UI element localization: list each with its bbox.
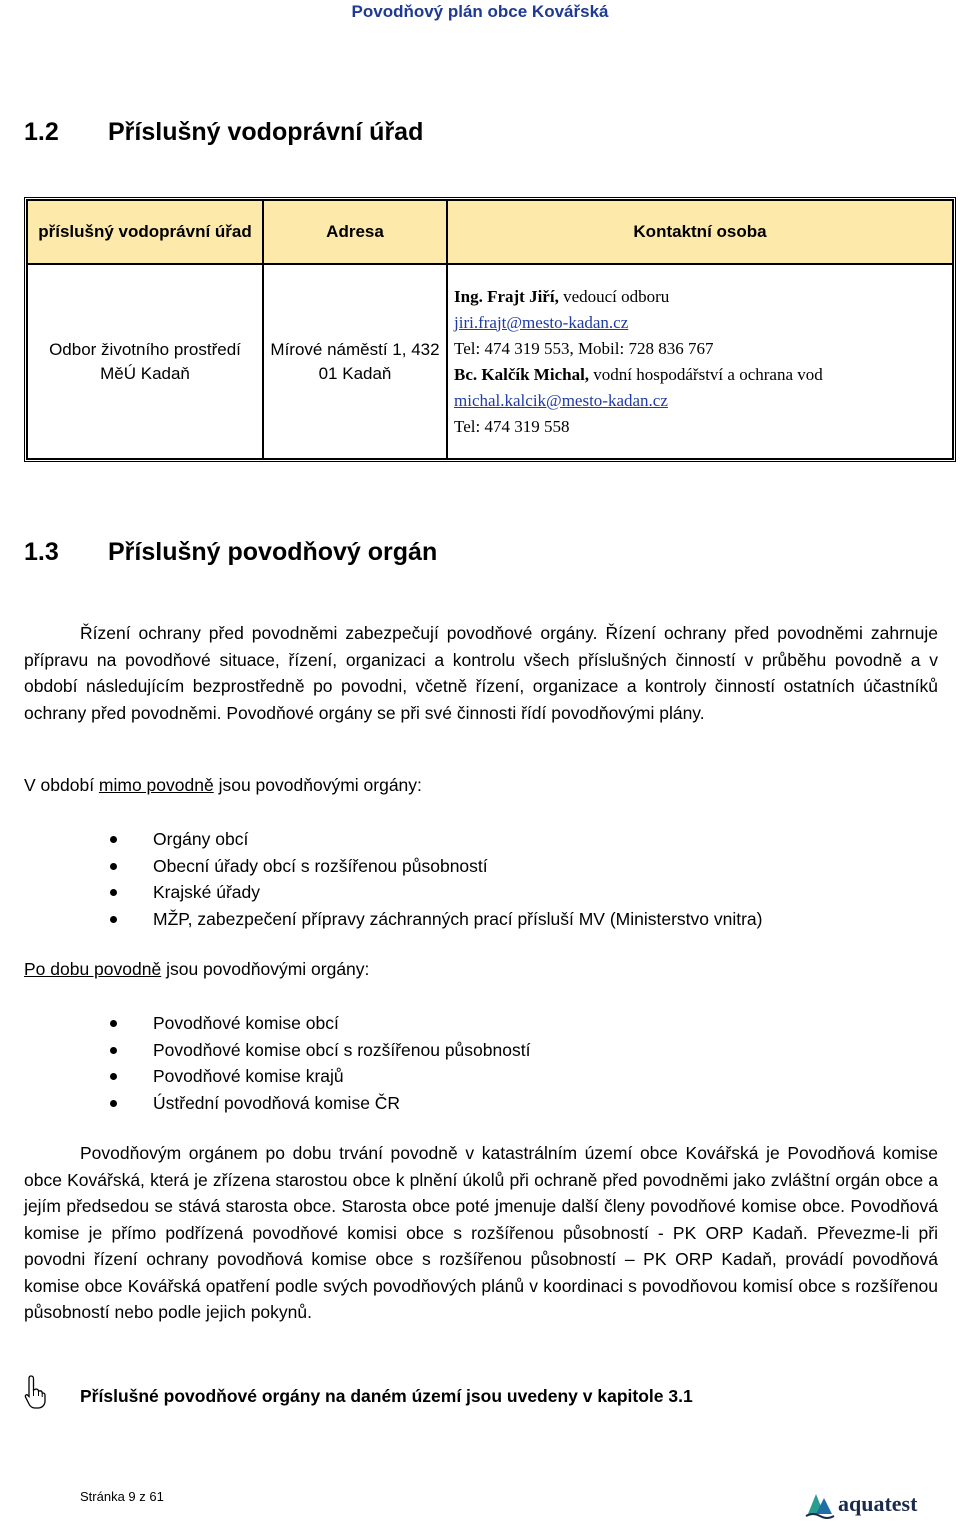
page-number: Stránka 9 z 61 — [80, 1489, 164, 1504]
contact-1 — [454, 284, 951, 310]
office-cell — [27, 264, 263, 459]
intro-first-sentence: Řízení ochrany před povodněmi zabezpečují povodňové orgány. — [80, 623, 598, 643]
lead-underlined: Po dobu povodně — [24, 959, 162, 979]
list-item: Povodňové komise krajů — [110, 1063, 530, 1090]
lead-during-flood — [24, 956, 938, 983]
table-header-cell: příslušný vodoprávní úřad — [27, 200, 263, 264]
final-paragraph — [24, 1140, 938, 1326]
address-cell — [263, 264, 447, 459]
section-number: 1.2 — [24, 118, 59, 146]
list-item: MŽP, zabezpečení přípravy záchranných prací přísluší MV (Ministerstvo vnitra) — [110, 906, 762, 933]
lead-underlined: mimo povodně — [98, 775, 214, 795]
table-header-row — [27, 200, 953, 264]
contact-1-email[interactable]: jiri.frajt@mesto-kadan.cz — [454, 312, 629, 332]
outside-flood-authorities-list — [110, 826, 762, 932]
section-title: Příslušný povodňový orgán — [108, 538, 438, 566]
list-item: Obecní úřady obcí s rozšířenou působností — [110, 853, 762, 880]
aquatest-logo-text: aquatest — [838, 1491, 918, 1516]
contact-1-name: Ing. Frajt Jiří, — [454, 286, 559, 306]
lead-prefix: V období — [24, 775, 99, 795]
list-item: Povodňové komise obcí — [110, 1010, 530, 1037]
office-address: Mírové náměstí 1, 432 01 Kadaň — [270, 339, 440, 383]
list-item: Krajské úřady — [110, 879, 762, 906]
contact-2 — [454, 362, 951, 388]
contact-2-email[interactable]: michal.kalcik@mesto-kadan.cz — [454, 390, 668, 410]
lead-outside-flood — [24, 772, 938, 799]
contact-2-name: Bc. Kalčík Michal, — [454, 364, 590, 384]
during-flood-authorities-list — [110, 1010, 530, 1116]
contact-1-role: vedoucí odboru — [558, 286, 670, 306]
table-header-cell: Kontaktní osoba — [447, 200, 953, 264]
contact-2-role: vodní hospodářství a ochrana vod — [589, 364, 823, 384]
document-header-title: Povodňový plán obce Kovářská — [351, 2, 609, 21]
table-row — [27, 264, 953, 459]
pointing-hand-icon — [24, 1374, 46, 1410]
list-item: Orgány obcí — [110, 826, 762, 853]
list-item: Ústřední povodňová komise ČR — [110, 1090, 530, 1117]
section-title: Příslušný vodoprávní úřad — [108, 118, 424, 146]
water-authority-table — [24, 197, 956, 462]
contact-2-phone: Tel: 474 319 558 — [454, 416, 570, 436]
aquatest-logo-icon — [804, 1490, 838, 1525]
lead-suffix: jsou povodňovými orgány: — [213, 775, 422, 795]
intro-rest: Řízení ochrany před povodněmi zahrnuje přípravu na povodňové situace, řízení, organizaci a kontrolu všech příslušných činností v průběhu povodně a v období následujícím bezprostředně po povodni, včetně řízení, organizace a kontroly činností ostatních účastníků ochrany před povodněmi. Povodňové orgány se při své činnosti řídí povodňovými plány. — [24, 623, 938, 723]
reference-note: Příslušné povodňové orgány na daném území jsou uvedeny v kapitole 3.1 — [80, 1386, 693, 1406]
office-name: Odbor životního prostředí MěÚ Kadaň — [49, 339, 241, 383]
list-item: Povodňové komise obcí s rozšířenou působností — [110, 1037, 530, 1064]
table-header-cell: Adresa — [263, 200, 447, 264]
contact-cell — [447, 264, 953, 459]
intro-paragraph — [24, 620, 938, 726]
final-paragraph-text: Povodňovým orgánem po dobu trvání povodně v katastrálním území obce Kovářská je Povodňová komise obce Kovářská, která je zřízena starostou obce k plnění úkolů při ochraně před povodněmi jako zvláštní orgán obce a jejím předsedou se stává starosta obce. Starosta obce poté jmenuje další členy povodňové komise obce. Povodňová komise je přímo podřízená povodňové komisi obce s rozšířenou působností - PK ORP Kadaň. Převezme-li při povodni řízení ochrany povodňová komise obce s rozšířenou působností – PK ORP Kadaň, provádí povodňová komise obce Kovářská opatření podle svých povodňových plánů v koordinaci s povodňovou komisí obce s rozšířenou působností nebo podle jejich pokynů. — [24, 1143, 938, 1322]
section-heading-1-2 — [24, 118, 423, 147]
section-heading-1-3 — [24, 538, 437, 567]
contact-1-phone: Tel: 474 319 553, Mobil: 728 836 767 — [454, 338, 714, 358]
lead-suffix: jsou povodňovými orgány: — [161, 959, 370, 979]
section-number: 1.3 — [24, 538, 59, 566]
